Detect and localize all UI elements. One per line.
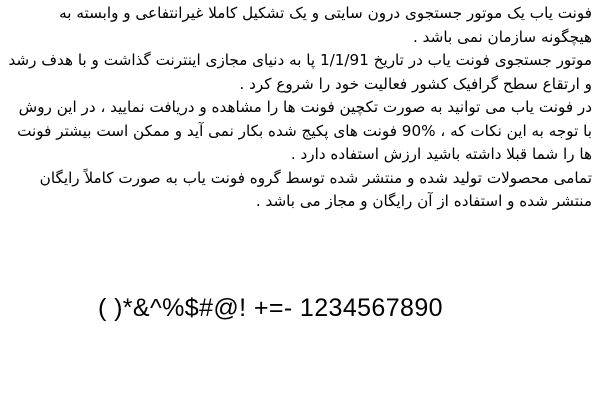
persian-text-body <box>8 2 592 214</box>
paragraph-about: فونت یاب یک موتور جستجوی درون سایتی و یک تشکیل کاملا غیرانتفاعی و وابسته به هیچگونه سازمان نمی باشد . <box>59 4 592 46</box>
character-sample-line: ( )*&^%$#@! +=- 1234567890 <box>98 294 443 322</box>
paragraph-license: تمامی محصولات تولید شده و منتشر شده توسط گروه فونت یاب به صورت کاملاً رایگان منتشر شده و استفاده از آن رایگان و مجاز می باشد . <box>39 168 592 210</box>
paragraph-download: در فونت یاب می توانید به صورت تکچین فونت ها را مشاهده و دریافت نمایید ، در این روش با توجه به این نکات که ، %90 فونت های پکیج شده بکار نمی آید و ممکن است بیشتر فونت ها را شما قبلا داشته باشید ارزش استفاده دارد . <box>17 98 592 163</box>
paragraph-history: موتور جستجوی فونت یاب در تاریخ 1/1/91 پا به دنیای مجازی اینترنت گذاشت و با هدف رشد و ارتقاع سطح گرافیک کشور فعالیت خود را شروع کرد . <box>8 51 592 93</box>
